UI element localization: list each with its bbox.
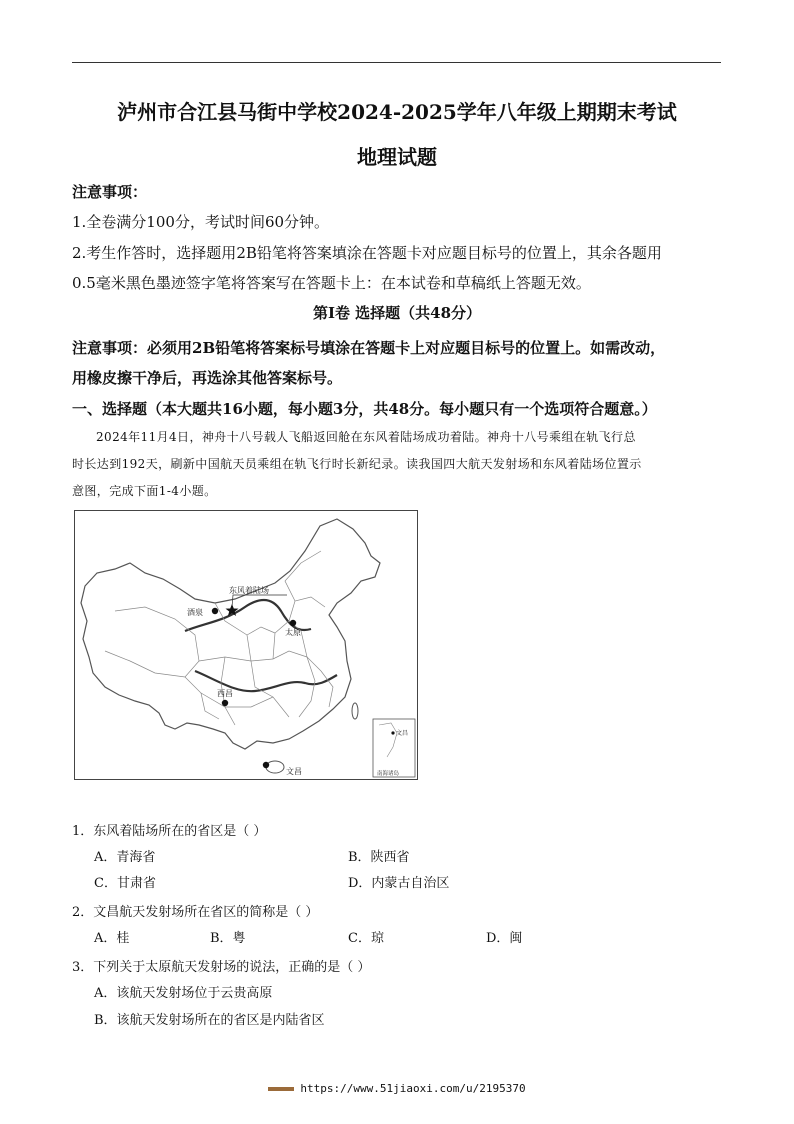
- taiyuan-dot: [290, 620, 296, 626]
- notice-heading: 注意事项：: [72, 183, 148, 201]
- question-2-option-b[interactable]: B．粤: [210, 931, 246, 946]
- jiuquan-label: 酒泉: [187, 608, 203, 617]
- inset-caption: 南海诸岛: [377, 771, 400, 777]
- xichang-label: 西昌: [217, 689, 233, 698]
- question-1-option-b[interactable]: B．陕西省: [348, 850, 410, 865]
- question-1-option-a[interactable]: A．青海省: [94, 850, 156, 865]
- taiyuan-label: 太原: [285, 628, 301, 637]
- china-map: [74, 510, 418, 780]
- question-1-stem: 1．东风着陆场所在的省区是（ ）: [72, 824, 267, 839]
- china-map-svg: [75, 511, 417, 779]
- notice-item-1: 1.全卷满分100分，考试时间60分钟。: [72, 213, 330, 231]
- jiuquan-dot: [212, 608, 218, 614]
- watermark-logo-icon: [268, 1087, 294, 1091]
- notice-item-2b: 0.5毫米黑色墨迹签字笔将答案写在答题卡上：在本试卷和草稿纸上答题无效。: [72, 274, 591, 292]
- notice-item-2a: 2.考生作答时，选择题用2B铅笔将答案填涂在答题卡对应题目标号的位置上，其余各题用: [72, 244, 662, 262]
- section-title: 第Ⅰ卷 选择题（共48分）: [312, 304, 482, 322]
- question-2-option-d[interactable]: D．闽: [486, 931, 523, 946]
- china-outline: [81, 519, 380, 749]
- wenchang-dot: [263, 762, 269, 768]
- part-heading: 一、选择题（本大题共16小题，每小题3分，共48分。每小题只有一个选项符合题意。）: [72, 400, 657, 418]
- question-1-option-d[interactable]: D．内蒙古自治区: [348, 876, 450, 891]
- question-2-option-a[interactable]: A．桂: [94, 931, 130, 946]
- passage-line-2: 时长达到192天，刷新中国航天员乘组在轨飞行时长新纪录。读我国四大航天发射场和东风着陆场位置示: [72, 457, 642, 471]
- passage-line-1: 2024年11月4日，神舟十八号载人飞船返回舱在东风着陆场成功着陆。神舟十八号乘组在轨飞行总: [96, 430, 636, 444]
- xichang-dot: [222, 700, 228, 706]
- question-3-stem: 3．下列关于太原航天发射场的说法，正确的是（ ）: [72, 960, 371, 975]
- taiwan-island: [352, 703, 358, 719]
- section-note-b: 用橡皮擦干净后，再选涂其他答案标号。: [72, 369, 343, 387]
- question-2-stem: 2．文昌航天发射场所在省区的简称是（ ）: [72, 905, 319, 920]
- inset-wenchang-label: 文昌: [396, 730, 409, 737]
- section-note-a: 注意事项：必须用2B铅笔将答案标号填涂在答题卡上对应题目标号的位置上。如需改动，: [72, 339, 666, 357]
- wenchang-label: 文昌: [286, 767, 302, 776]
- question-1-option-c[interactable]: C．甘肃省: [94, 876, 156, 891]
- passage-line-3: 意图，完成下面1-4小题。: [72, 484, 217, 498]
- inset-wenchang-dot: [391, 731, 394, 734]
- dongfeng-label: 东风着陆场: [229, 586, 269, 595]
- footer: [0, 1082, 794, 1095]
- footer-url[interactable]: https://www.51jiaoxi.com/u/2195370: [300, 1082, 526, 1095]
- exam-subject: 地理试题: [357, 145, 437, 169]
- hainan-island: [266, 761, 284, 773]
- question-3-option-a[interactable]: A．该航天发射场位于云贵高原: [94, 986, 273, 1001]
- question-3-option-b[interactable]: B．该航天发射场所在的省区是内陆省区: [94, 1013, 325, 1028]
- top-rule: [72, 62, 721, 63]
- question-2-option-c[interactable]: C．琼: [348, 931, 384, 946]
- exam-title: 泸州市合江县马街中学校2024-2025学年八年级上期期末考试: [117, 100, 677, 124]
